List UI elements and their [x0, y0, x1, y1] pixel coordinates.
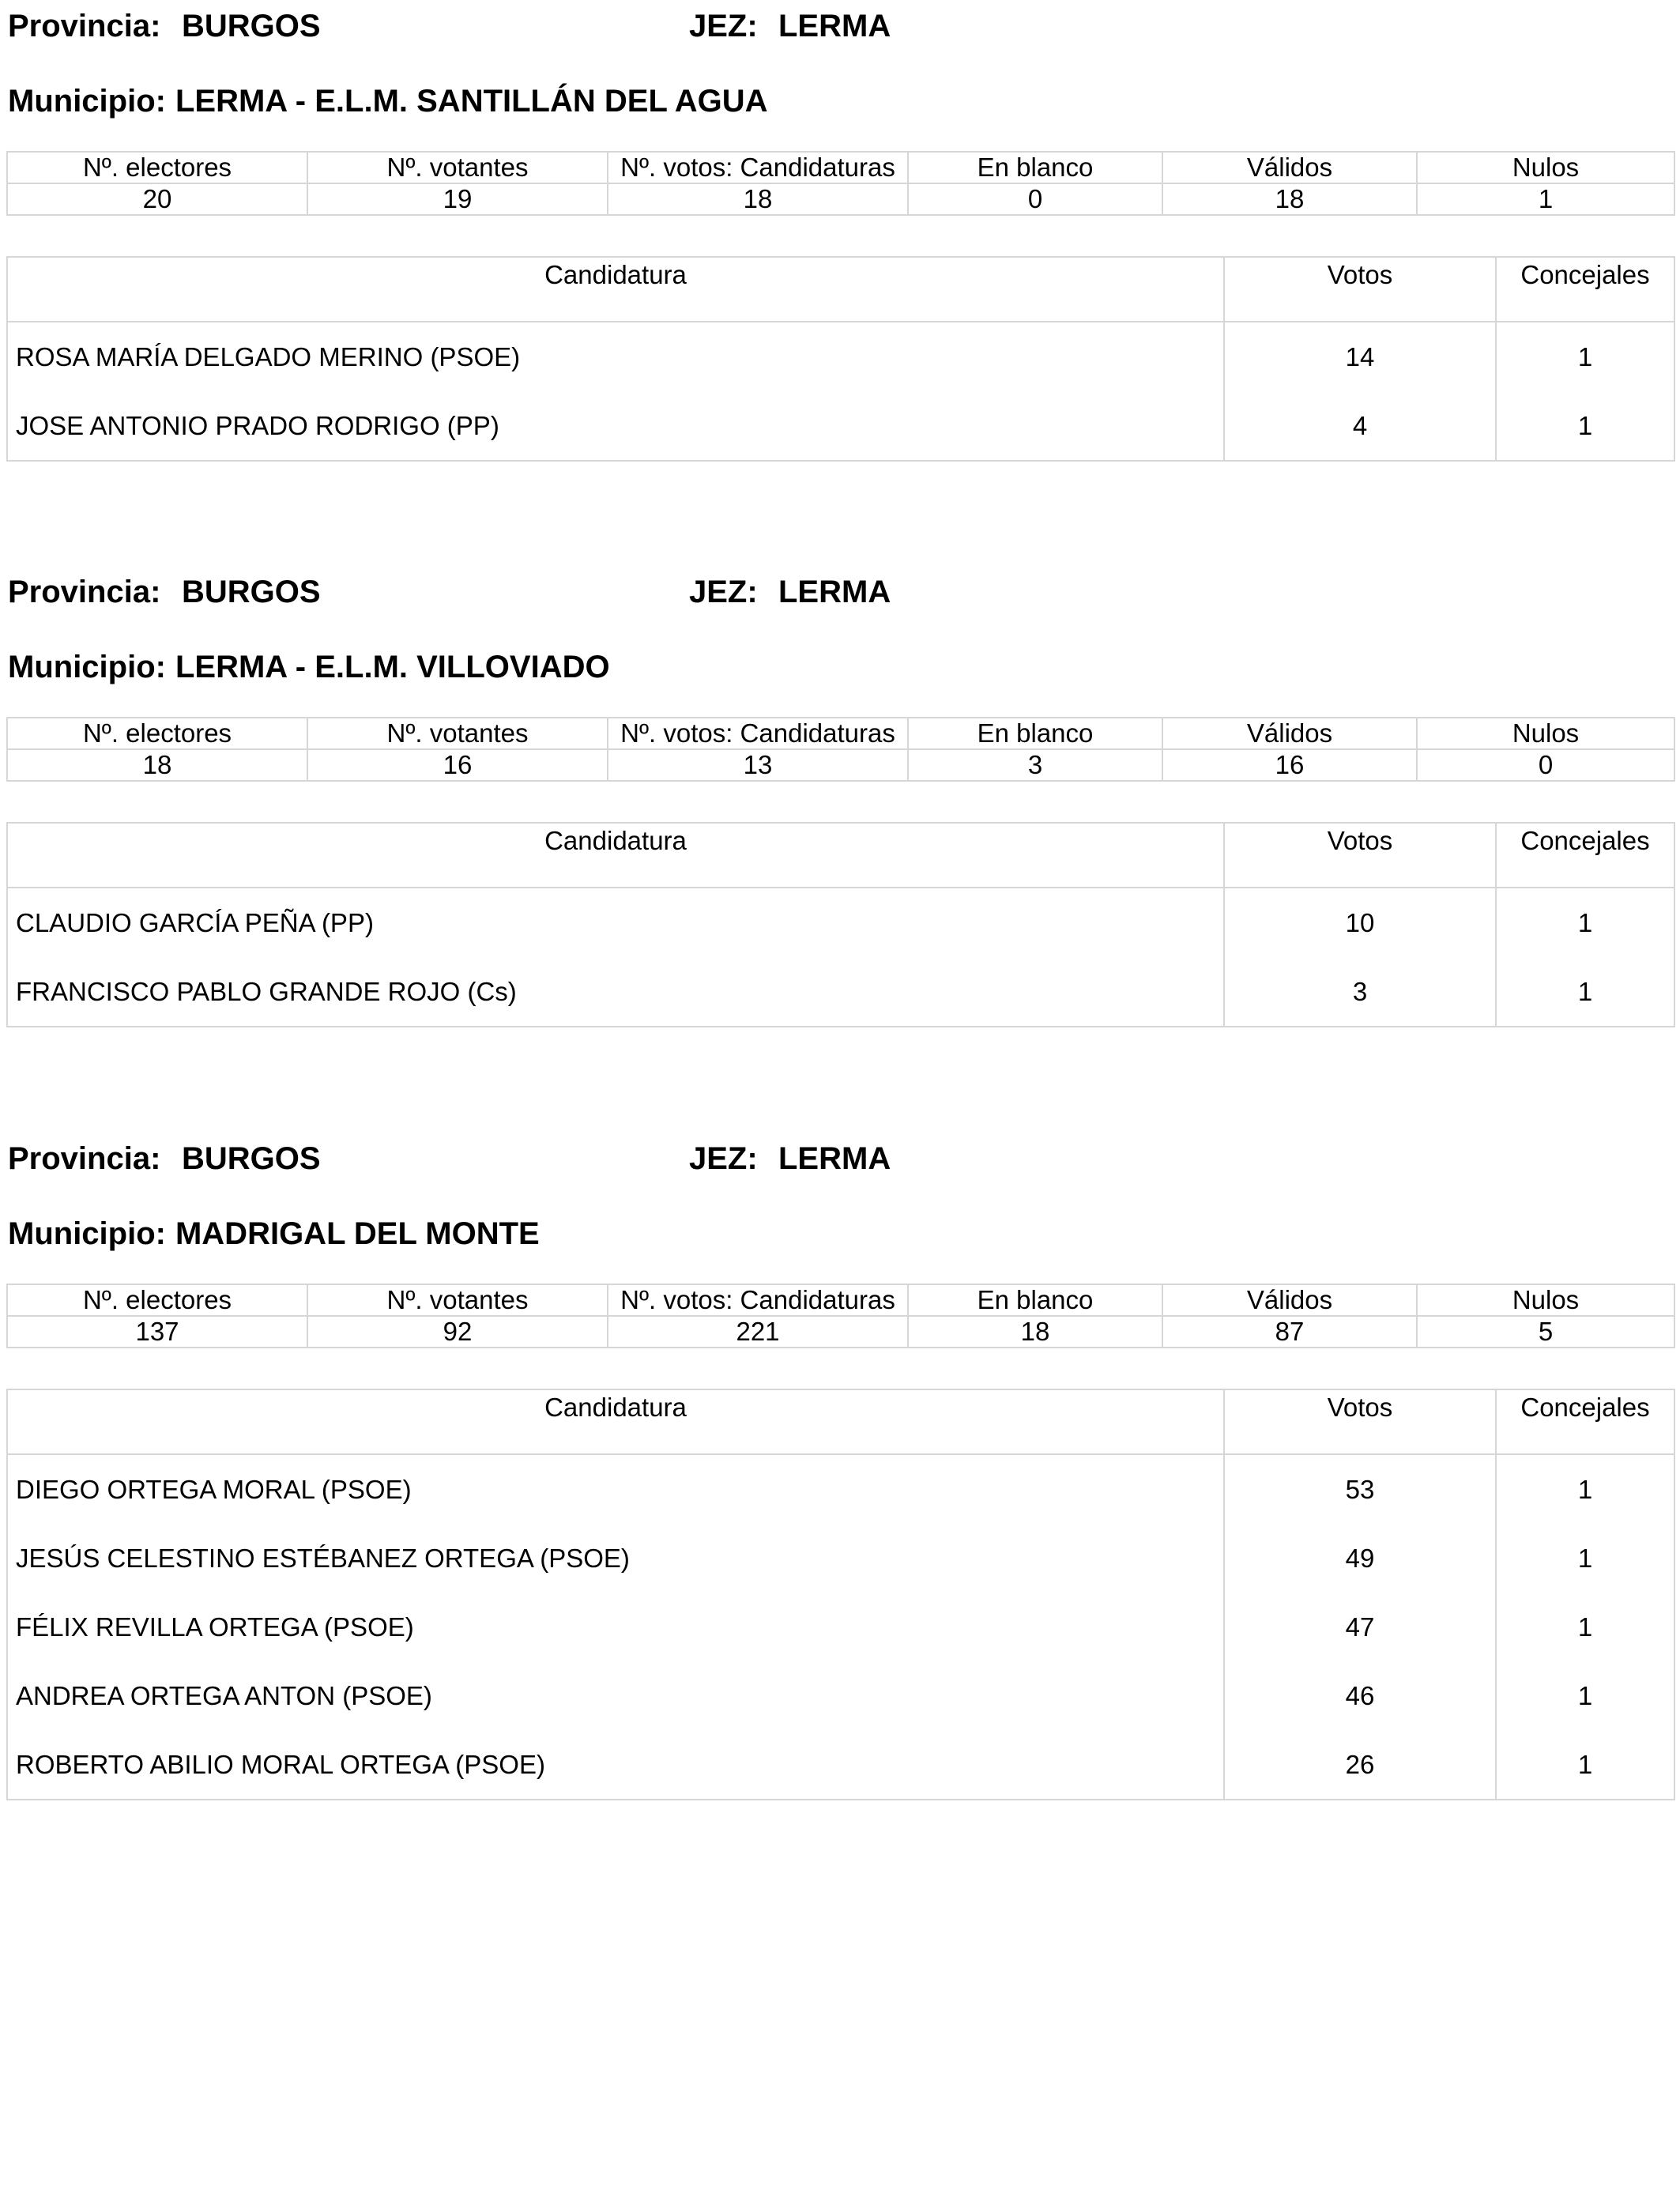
- stats-value: 1: [1417, 183, 1674, 215]
- candidate-name: JOSE ANTONIO PRADO RODRIGO (PP): [7, 391, 1224, 461]
- candidate-name: ROSA MARÍA DELGADO MERINO (PSOE): [7, 322, 1224, 391]
- table-row: [7, 1593, 1674, 1661]
- table-row: [7, 1524, 1674, 1593]
- candidatura-header: Candidatura: [7, 1389, 1224, 1454]
- votos-header: Votos: [1224, 1389, 1496, 1454]
- stats-header: Nº. votos: Candidaturas: [608, 1284, 908, 1316]
- provincia-label: Provincia:: [8, 1141, 161, 1176]
- jez-value: LERMA: [778, 575, 891, 609]
- candidate-concejales: 1: [1496, 1661, 1674, 1730]
- candidate-votos: 46: [1224, 1661, 1496, 1730]
- stats-value: 221: [608, 1316, 908, 1348]
- stats-value: 0: [1417, 749, 1674, 781]
- stats-header-row: [7, 152, 1674, 183]
- stats-table: [6, 151, 1675, 216]
- provincia-value: BURGOS: [182, 9, 321, 43]
- stats-value-row: [7, 749, 1674, 781]
- table-row: [7, 1661, 1674, 1730]
- stats-header: Nº. votos: Candidaturas: [608, 152, 908, 183]
- concejales-header: Concejales: [1496, 257, 1674, 322]
- stats-table: [6, 1284, 1675, 1348]
- stats-value: 92: [307, 1316, 608, 1348]
- stats-value: 18: [7, 749, 307, 781]
- stats-value-row: [7, 183, 1674, 215]
- candidatura-table: [6, 256, 1675, 462]
- stats-header: En blanco: [908, 718, 1162, 749]
- stats-header: Válidos: [1162, 152, 1417, 183]
- stats-value-row: [7, 1316, 1674, 1348]
- stats-value: 16: [1162, 749, 1417, 781]
- stats-header: Nulos: [1417, 1284, 1674, 1316]
- candidate-name: FÉLIX REVILLA ORTEGA (PSOE): [7, 1593, 1224, 1661]
- candidate-concejales: 1: [1496, 391, 1674, 461]
- jez-label: JEZ:: [689, 575, 758, 609]
- stats-header-row: [7, 718, 1674, 749]
- stats-header: Válidos: [1162, 718, 1417, 749]
- concejales-header: Concejales: [1496, 823, 1674, 888]
- jez-value: LERMA: [778, 9, 891, 43]
- municipio-value: LERMA - E.L.M. SANTILLÁN DEL AGUA: [175, 84, 768, 119]
- candidate-name: FRANCISCO PABLO GRANDE ROJO (Cs): [7, 957, 1224, 1027]
- candidate-votos: 4: [1224, 391, 1496, 461]
- stats-value: 18: [908, 1316, 1162, 1348]
- candidate-concejales: 1: [1496, 1454, 1674, 1524]
- candidatura-header: Candidatura: [7, 823, 1224, 888]
- candidate-name: CLAUDIO GARCÍA PEÑA (PP): [7, 888, 1224, 957]
- stats-value: 3: [908, 749, 1162, 781]
- candidate-votos: 26: [1224, 1730, 1496, 1800]
- stats-header: En blanco: [908, 1284, 1162, 1316]
- candidate-votos: 53: [1224, 1454, 1496, 1524]
- candidate-concejales: 1: [1496, 322, 1674, 391]
- candidate-votos: 14: [1224, 322, 1496, 391]
- municipio-line: [8, 1214, 549, 1253]
- votos-header: Votos: [1224, 823, 1496, 888]
- municipio-label: Municipio:: [8, 1216, 166, 1251]
- section-header: [8, 572, 1667, 612]
- table-row: [7, 1454, 1674, 1524]
- candidate-votos: 47: [1224, 1593, 1496, 1661]
- candidate-concejales: 1: [1496, 1524, 1674, 1593]
- stats-header-row: [7, 1284, 1674, 1316]
- candidatura-header: Candidatura: [7, 257, 1224, 322]
- municipio-label: Municipio:: [8, 84, 166, 119]
- stats-value: 18: [1162, 183, 1417, 215]
- votos-header: Votos: [1224, 257, 1496, 322]
- stats-value: 13: [608, 749, 908, 781]
- jez-value: LERMA: [778, 1141, 891, 1176]
- stats-header: Nº. votos: Candidaturas: [608, 718, 908, 749]
- municipio-value: MADRIGAL DEL MONTE: [175, 1216, 540, 1251]
- stats-header: Nº. votantes: [307, 1284, 608, 1316]
- concejales-header: Concejales: [1496, 1389, 1674, 1454]
- candidate-name: ROBERTO ABILIO MORAL ORTEGA (PSOE): [7, 1730, 1224, 1800]
- table-row: [7, 1730, 1674, 1800]
- stats-header: Nº. votantes: [307, 718, 608, 749]
- section-header: [8, 6, 1667, 46]
- jez-label: JEZ:: [689, 1141, 758, 1176]
- candidatura-header-row: [7, 1389, 1674, 1454]
- provincia-label: Provincia:: [8, 9, 161, 43]
- section-header: [8, 1139, 1667, 1178]
- provincia-label: Provincia:: [8, 575, 161, 609]
- stats-header: Nulos: [1417, 152, 1674, 183]
- stats-header: Nº. electores: [7, 152, 307, 183]
- candidatura-table: [6, 1389, 1675, 1800]
- stats-value: 137: [7, 1316, 307, 1348]
- candidate-name: DIEGO ORTEGA MORAL (PSOE): [7, 1454, 1224, 1524]
- stats-value: 16: [307, 749, 608, 781]
- jez-label: JEZ:: [689, 9, 758, 43]
- stats-value: 87: [1162, 1316, 1417, 1348]
- candidate-votos: 49: [1224, 1524, 1496, 1593]
- stats-value: 19: [307, 183, 608, 215]
- candidatura-header-row: [7, 823, 1674, 888]
- stats-value: 0: [908, 183, 1162, 215]
- stats-header: Válidos: [1162, 1284, 1417, 1316]
- table-row: [7, 322, 1674, 391]
- municipio-value: LERMA - E.L.M. VILLOVIADO: [175, 650, 610, 684]
- municipio-line: [8, 81, 778, 121]
- candidate-concejales: 1: [1496, 1593, 1674, 1661]
- provincia-value: BURGOS: [182, 575, 321, 609]
- candidate-name: JESÚS CELESTINO ESTÉBANEZ ORTEGA (PSOE): [7, 1524, 1224, 1593]
- stats-value: 20: [7, 183, 307, 215]
- municipio-label: Municipio:: [8, 650, 166, 684]
- candidatura-table: [6, 822, 1675, 1027]
- stats-header: En blanco: [908, 152, 1162, 183]
- candidate-concejales: 1: [1496, 888, 1674, 957]
- stats-table: [6, 717, 1675, 782]
- candidate-concejales: 1: [1496, 1730, 1674, 1800]
- candidatura-header-row: [7, 257, 1674, 322]
- municipio-line: [8, 647, 620, 687]
- candidate-votos: 10: [1224, 888, 1496, 957]
- candidate-votos: 3: [1224, 957, 1496, 1027]
- candidate-name: ANDREA ORTEGA ANTON (PSOE): [7, 1661, 1224, 1730]
- table-row: [7, 391, 1674, 461]
- candidate-concejales: 1: [1496, 957, 1674, 1027]
- table-row: [7, 957, 1674, 1027]
- table-row: [7, 888, 1674, 957]
- stats-value: 5: [1417, 1316, 1674, 1348]
- stats-header: Nº. electores: [7, 718, 307, 749]
- stats-value: 18: [608, 183, 908, 215]
- provincia-value: BURGOS: [182, 1141, 321, 1176]
- stats-header: Nº. electores: [7, 1284, 307, 1316]
- stats-header: Nº. votantes: [307, 152, 608, 183]
- stats-header: Nulos: [1417, 718, 1674, 749]
